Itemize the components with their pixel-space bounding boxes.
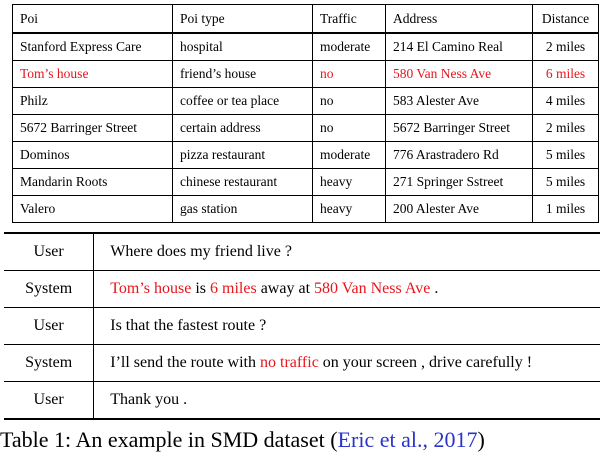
kb-cell-traffic: heavy	[313, 196, 386, 223]
kb-cell-address: 214 El Camino Real	[386, 33, 533, 61]
utterance-text: I’ll send the route with	[110, 354, 260, 371]
kb-cell-type: coffee or tea place	[173, 88, 313, 115]
kb-row	[13, 142, 599, 169]
caption-suffix: )	[477, 427, 485, 452]
utterance	[94, 308, 600, 345]
caption-citation-link[interactable]: Eric et al., 2017	[337, 427, 478, 452]
dialogue-table	[4, 232, 600, 420]
speaker-label: User	[4, 308, 94, 345]
kb-cell-type: gas station	[173, 196, 313, 223]
kb-cell-poi: Mandarin Roots	[13, 169, 173, 196]
speaker-label: User	[4, 382, 94, 420]
kb-cell-poi: 5672 Barringer Street	[13, 115, 173, 142]
kb-row	[13, 33, 599, 61]
utterance-text: Thank you .	[110, 391, 188, 408]
kb-cell-address: 580 Van Ness Ave	[386, 61, 533, 88]
utterance-text: away at	[256, 280, 315, 297]
speaker-label: User	[4, 233, 94, 271]
kb-cell-distance: 5 miles	[533, 142, 599, 169]
utterance-text: .	[430, 280, 439, 297]
kb-header-cell: Distance	[533, 5, 599, 34]
kb-cell-traffic: moderate	[313, 142, 386, 169]
utterance	[94, 382, 600, 420]
speaker-label: System	[4, 271, 94, 308]
dialogue-turn	[4, 345, 600, 382]
highlighted-entity: no traffic	[260, 354, 319, 371]
knowledge-base-table	[12, 4, 599, 223]
kb-cell-poi: Stanford Express Care	[13, 33, 173, 61]
kb-cell-poi: Tom’s house	[13, 61, 173, 88]
kb-cell-type: certain address	[173, 115, 313, 142]
kb-row	[13, 115, 599, 142]
utterance-text: on your screen , drive carefully !	[318, 354, 533, 371]
kb-cell-distance: 6 miles	[533, 61, 599, 88]
kb-cell-address: 776 Arastradero Rd	[386, 142, 533, 169]
kb-cell-distance: 2 miles	[533, 115, 599, 142]
kb-cell-traffic: heavy	[313, 169, 386, 196]
kb-header-cell: Traffic	[313, 5, 386, 34]
kb-cell-type: pizza restaurant	[173, 142, 313, 169]
kb-cell-traffic: no	[313, 88, 386, 115]
kb-cell-address: 200 Alester Ave	[386, 196, 533, 223]
highlighted-entity: Tom’s house	[110, 280, 192, 297]
kb-header-cell: Address	[386, 5, 533, 34]
kb-cell-type: friend’s house	[173, 61, 313, 88]
utterance	[94, 233, 600, 271]
dialogue-turn	[4, 382, 600, 420]
dialogue-turn	[4, 233, 600, 271]
highlighted-entity: 6 miles	[210, 280, 257, 297]
kb-cell-poi: Philz	[13, 88, 173, 115]
kb-cell-traffic: no	[313, 115, 386, 142]
kb-cell-poi: Dominos	[13, 142, 173, 169]
dialogue-turn	[4, 308, 600, 345]
kb-row	[13, 88, 599, 115]
kb-row	[13, 196, 599, 223]
kb-cell-type: chinese restaurant	[173, 169, 313, 196]
kb-row	[13, 169, 599, 196]
kb-header-cell: Poi type	[173, 5, 313, 34]
kb-cell-address: 5672 Barringer Street	[386, 115, 533, 142]
kb-cell-poi: Valero	[13, 196, 173, 223]
kb-cell-distance: 2 miles	[533, 33, 599, 61]
kb-cell-distance: 5 miles	[533, 169, 599, 196]
utterance-text: Is that the fastest route ?	[110, 317, 267, 334]
kb-cell-traffic: no	[313, 61, 386, 88]
kb-cell-distance: 1 miles	[533, 196, 599, 223]
dialogue-turn	[4, 271, 600, 308]
kb-cell-address: 583 Alester Ave	[386, 88, 533, 115]
utterance-text: is	[191, 280, 211, 297]
kb-cell-type: hospital	[173, 33, 313, 61]
speaker-label: System	[4, 345, 94, 382]
caption-prefix: Table 1: An example in SMD dataset (	[0, 427, 338, 452]
utterance-text: Where does my friend live ?	[110, 243, 292, 260]
kb-row	[13, 61, 599, 88]
utterance	[94, 345, 600, 382]
kb-header-row	[13, 5, 599, 34]
highlighted-entity: 580 Van Ness Ave	[314, 280, 431, 297]
kb-header-cell: Poi	[13, 5, 173, 34]
kb-cell-address: 271 Springer Sstreet	[386, 169, 533, 196]
utterance	[94, 271, 600, 308]
kb-cell-distance: 4 miles	[533, 88, 599, 115]
kb-cell-traffic: moderate	[313, 33, 386, 61]
table-caption	[0, 427, 485, 453]
